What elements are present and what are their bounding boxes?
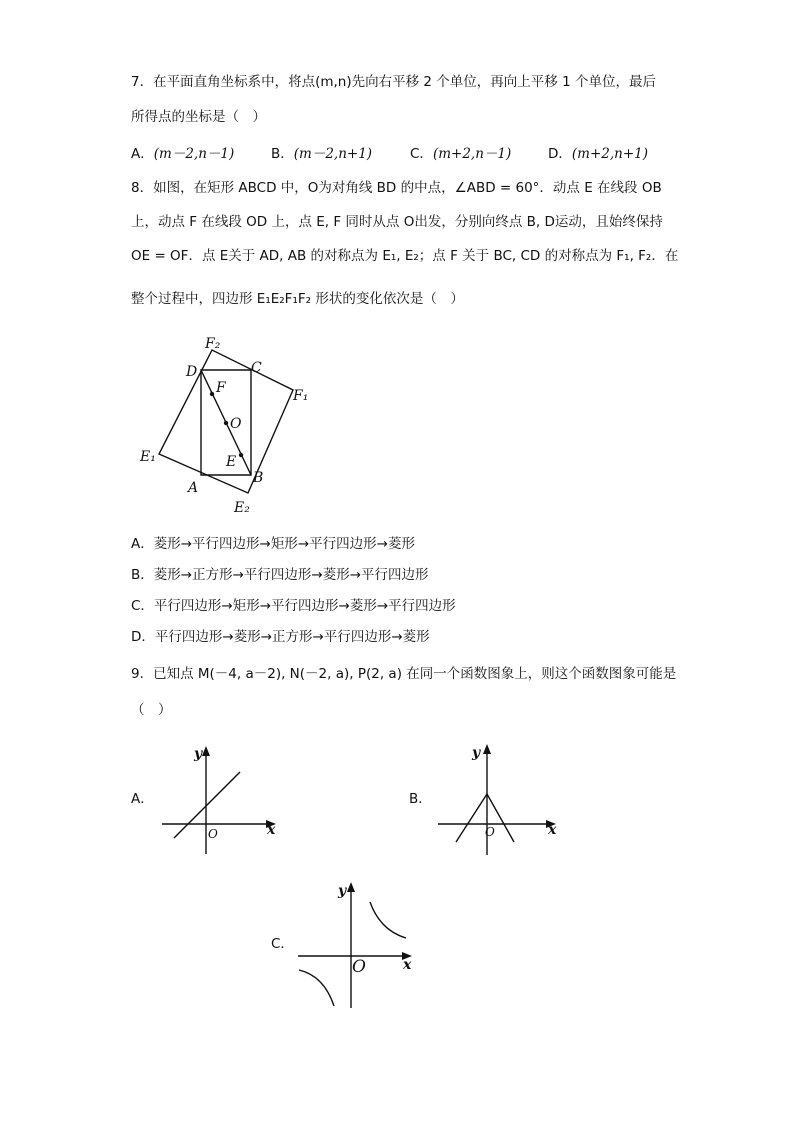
option-label: D．: [548, 146, 572, 162]
q8-figure: [130, 330, 330, 525]
label-c: C: [251, 360, 262, 376]
x-label: x: [548, 822, 557, 838]
graph-b-label: B．: [409, 791, 432, 807]
option-text: (m－2,n－1): [153, 146, 235, 162]
q7-stem-line1: 7．在平面直角坐标系中，将点(m,n)先向右平移 2 个单位，再向上平移 1 个单位，最后: [131, 74, 656, 90]
label-e1: E₁: [140, 449, 156, 465]
y-label: y: [338, 883, 347, 899]
origin-label: O: [208, 827, 218, 841]
option-text: (m+2,n－1): [432, 146, 512, 162]
label-a: A: [188, 480, 199, 496]
label-d: D: [186, 364, 198, 380]
graph-line: [174, 772, 240, 838]
graph-c-label: C．: [271, 936, 294, 952]
point-o: [224, 421, 228, 425]
label-e2: E₂: [234, 500, 250, 516]
q8-stem-line3: OE = OF．点 E关于 AD, AB 的对称点为 E₁, E₂；点 F 关于 BC, CD 的对称点为 F₁, F₂．在: [131, 248, 679, 264]
graph-a: [158, 742, 283, 857]
point-f: [210, 392, 214, 396]
y-arrow: [347, 882, 355, 892]
option-label: C．: [410, 146, 433, 162]
x-label: x: [267, 822, 276, 838]
origin-label: O: [485, 825, 495, 839]
q8-option-d: D．平行四边形→菱形→正方形→平行四边形→菱形: [131, 629, 430, 645]
q7-stem-line2: 所得点的坐标是（ ）: [131, 109, 266, 125]
option-label: A．: [131, 146, 154, 162]
q8-stem-line4: 整个过程中，四边形 E₁E₂F₁F₂ 形状的变化依次是（ ）: [131, 291, 464, 307]
q7-option-c: [410, 144, 511, 164]
x-label: x: [403, 957, 412, 973]
q7-option-d: [548, 144, 648, 164]
option-text: (m－2,n+1): [293, 146, 373, 162]
q7-option-b: [271, 144, 372, 164]
y-arrow: [483, 744, 491, 754]
label-f2: F₂: [205, 336, 221, 352]
q9-stem-line1: 9．已知点 M(－4, a－2), N(－2, a), P(2, a) 在同一个函数图象上，则这个函数图象可能是: [131, 666, 677, 682]
q8-stem-line2: 上，动点 F 在线段 OD 上，点 E, F 同时从点 O出发，分别向终点 B, D运动，且始终保持: [131, 214, 663, 230]
y-label: y: [472, 745, 481, 761]
q8-option-c: C．平行四边形→矩形→平行四边形→菱形→平行四边形: [131, 598, 456, 614]
q9-stem-line2: （ ）: [131, 702, 172, 718]
q8-stem-line1: 8．如图，在矩形 ABCD 中，O为对角线 BD 的中点，∠ABD = 60°．动点 E 在线段 OB: [131, 180, 662, 196]
q7-option-a: [131, 144, 234, 164]
point-e: [239, 453, 243, 457]
option-label: B．: [271, 146, 294, 162]
graph-b: [434, 740, 564, 858]
hyperbola-branch-1: [370, 902, 406, 938]
graph-c: [294, 878, 424, 1010]
option-text: (m+2,n+1): [571, 146, 649, 162]
q8-option-b: B．菱形→正方形→平行四边形→菱形→平行四边形: [131, 567, 429, 583]
label-f1: F₁: [293, 388, 309, 404]
hyperbola-branch-2: [299, 970, 334, 1006]
graph-a-label: A．: [131, 791, 154, 807]
label-b: B: [253, 470, 264, 486]
label-e: E: [226, 454, 237, 470]
y-label: y: [194, 746, 203, 762]
q8-option-a: A．菱形→平行四边形→矩形→平行四边形→菱形: [131, 536, 415, 552]
label-f: F: [216, 380, 226, 396]
y-arrow: [202, 746, 210, 756]
origin-label: O: [352, 957, 366, 977]
label-o: O: [230, 416, 242, 432]
